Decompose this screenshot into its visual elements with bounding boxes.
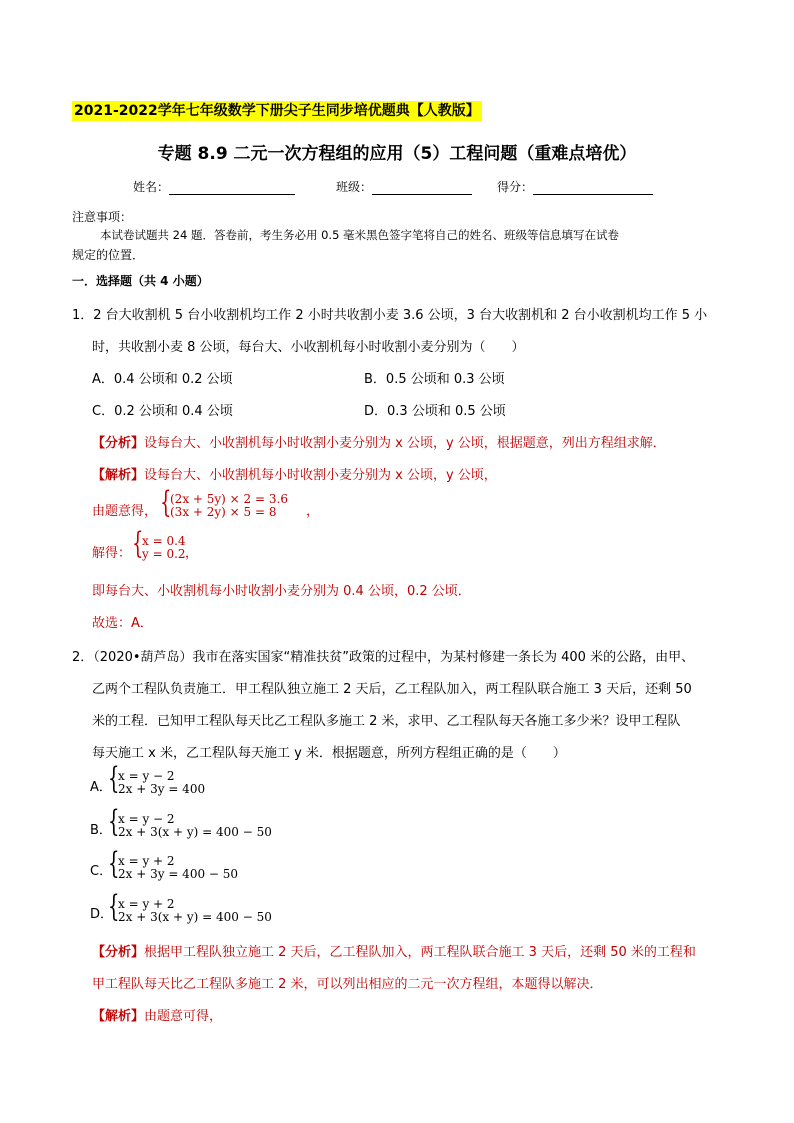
name-field[interactable]: 姓名： bbox=[133, 178, 295, 195]
q2-stem-line-1: 2．（2020•葫芦岛）我市在落实国家“精准扶贫”政策的过程中，为某村修建一条长为 400 米的公路，由甲、 bbox=[72, 650, 695, 665]
q1-analysis: 【分析】设每台大、小收割机每小时收割小麦分别为 x 公顷，y 公顷，根据题意，列出方程组求解． bbox=[92, 436, 666, 451]
q2-solution: 【解析】由题意可得， bbox=[92, 1009, 223, 1024]
q1-option-d[interactable]: D．0.3 公顷和 0.5 公顷 bbox=[364, 404, 506, 419]
q1-solution-system: x = 0.4 y = 0.2 bbox=[142, 534, 186, 561]
series-banner: 2021-2022学年七年级数学下册尖子生同步培优题典【人教版】 bbox=[74, 103, 480, 119]
q2-option-a-label[interactable]: A． bbox=[90, 780, 112, 795]
q1-equation-system: (2x + 5y) × 2 = 3.6 (3x + 2y) × 5 = 8 bbox=[170, 492, 288, 519]
q2-option-c-system[interactable]: x = y + 2 2x + 3y = 400 − 50 bbox=[118, 854, 239, 881]
notes-line-1: 本试卷试题共 24 题．答卷前，考生务必用 0.5 毫米黑色签字笔将自己的姓名、班级等信息填写在试卷 bbox=[100, 228, 620, 242]
q1-option-c[interactable]: C．0.2 公顷和 0.4 公顷 bbox=[92, 404, 233, 419]
q2-option-b-system[interactable]: x = y − 2 2x + 3(x + y) = 400 − 50 bbox=[118, 812, 272, 839]
q1-solve-label: 解得： bbox=[92, 546, 132, 561]
q2-option-a-system[interactable]: x = y − 2 2x + 3y = 400 bbox=[118, 769, 206, 796]
class-field[interactable]: 班级： bbox=[336, 178, 472, 195]
q2-stem-line-2: 乙两个工程队负责施工．甲工程队独立施工 2 天后，乙工程队加入，两工程队联合施工 3 天后，还剩 50 bbox=[92, 682, 692, 697]
q2-analysis-line-2: 甲工程队每天比乙工程队多施工 2 米，可以列出相应的二元一次方程组，本题得以解决． bbox=[92, 977, 603, 992]
q1-option-a[interactable]: A．0.4 公顷和 0.2 公顷 bbox=[92, 372, 233, 387]
q1-solution-comma: ， bbox=[185, 546, 199, 561]
q2-option-d-label[interactable]: D． bbox=[90, 907, 114, 922]
q1-solution-brace: { bbox=[132, 526, 144, 561]
q1-option-b[interactable]: B．0.5 公顷和 0.3 公顷 bbox=[364, 372, 505, 387]
q2-option-c-label[interactable]: C． bbox=[90, 864, 113, 879]
q1-stem-line-1: 1．2 台大收割机 5 台小收割机均工作 2 小时共收割小麦 3.6 公顷，3 台大收割机和 2 台小收割机均工作 5 小 bbox=[72, 308, 708, 323]
q2-stem-line-4: 每天施工 x 米，乙工程队每天施工 y 米．根据题意，所列方程组正确的是（ ） bbox=[92, 746, 566, 761]
q2-option-d-system[interactable]: x = y + 2 2x + 3(x + y) = 400 − 50 bbox=[118, 897, 272, 924]
score-field[interactable]: 得分： bbox=[497, 178, 653, 195]
page-title: 专题 8.9 二元一次方程组的应用（5）工程问题（重难点培优） bbox=[157, 144, 637, 164]
notes-line-2: 规定的位置． bbox=[72, 248, 145, 262]
q1-by-problem: 由题意得， bbox=[92, 504, 158, 519]
q1-conclusion: 即每台大、小收割机每小时收割小麦分别为 0.4 公顷，0.2 公顷． bbox=[92, 584, 471, 599]
q2-option-c-brace: { bbox=[108, 846, 120, 881]
q2-option-a-brace: { bbox=[108, 761, 120, 796]
q1-solution: 【解析】设每台大、小收割机每小时收割小麦分别为 x 公顷，y 公顷， bbox=[92, 468, 497, 483]
q1-system-comma: ， bbox=[306, 504, 320, 519]
q2-option-d-brace: { bbox=[108, 889, 120, 924]
q2-option-b-brace: { bbox=[108, 804, 120, 839]
q2-option-b-label[interactable]: B． bbox=[90, 823, 112, 838]
q2-analysis-line-1: 【分析】根据甲工程队独立施工 2 天后，乙工程队加入，两工程队联合施工 3 天后，还剩 50 米的工程和 bbox=[92, 945, 696, 960]
q1-stem-line-2: 时，共收割小麦 8 公顷，每台大、小收割机每小时收割小麦分别为（ ） bbox=[92, 340, 525, 355]
q2-stem-line-3: 米的工程．已知甲工程队每天比乙工程队多施工 2 米，求甲、乙工程队每天各施工多少米？设甲工程队 bbox=[92, 714, 681, 729]
q1-answer: 故选：A． bbox=[92, 616, 153, 631]
section-title: 一．选择题（共 4 小题） bbox=[72, 274, 209, 288]
edition-tag: 【人教版】 bbox=[409, 103, 480, 119]
notes-heading: 注意事项： bbox=[72, 210, 133, 224]
q1-system-brace: { bbox=[160, 485, 172, 520]
